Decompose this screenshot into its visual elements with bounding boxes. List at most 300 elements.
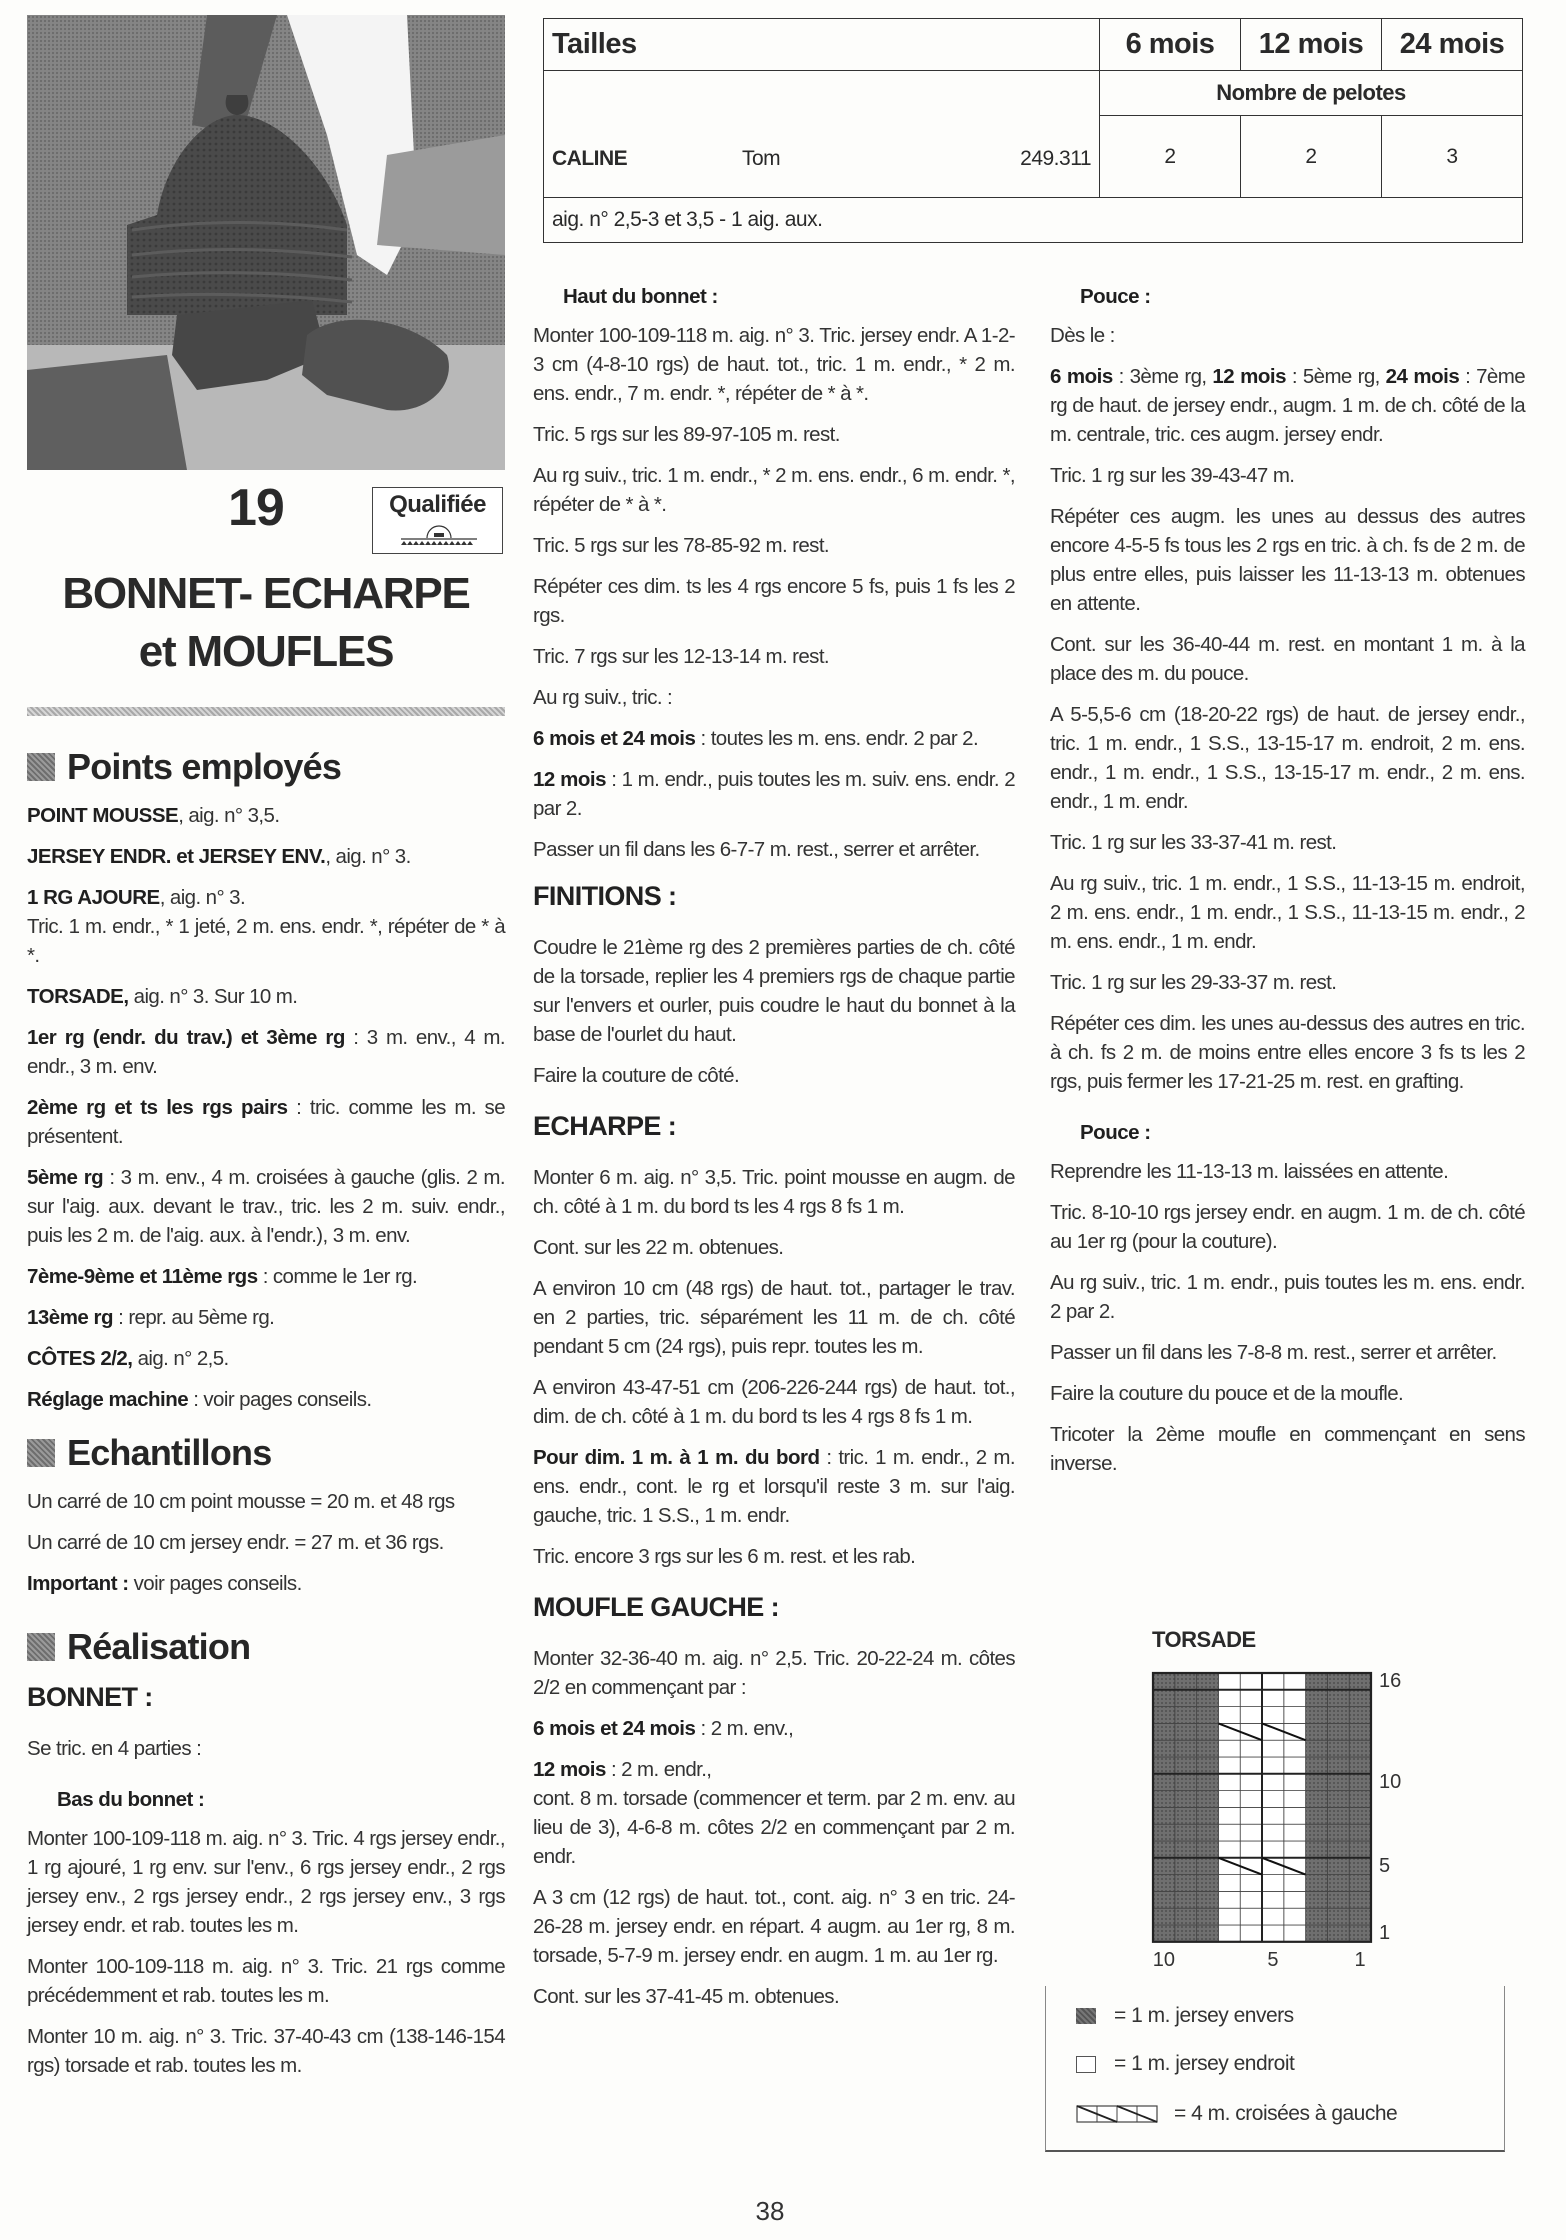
paragraph-text: Monter 6 m. aig. n° 3,5. Tric. point mousse en augm. de ch. côté à 1 m. du bord ts les 4 rgs 8 fs 1 m. bbox=[533, 1166, 1015, 1218]
balls-24-mois: 3 bbox=[1382, 116, 1523, 198]
knit-stitch-cell bbox=[1218, 1858, 1240, 1875]
knitting-level-icon bbox=[401, 522, 477, 548]
purl-stitch-cell bbox=[1175, 1875, 1197, 1892]
text-paragraph bbox=[27, 842, 505, 871]
text-paragraph bbox=[27, 1344, 505, 1373]
knit-stitch-cell bbox=[1262, 1757, 1284, 1774]
purl-stitch-cell bbox=[1153, 1891, 1175, 1908]
middle-column bbox=[533, 282, 1015, 2023]
purl-stitch-cell bbox=[1349, 1908, 1371, 1925]
purl-stitch-cell bbox=[1306, 1740, 1328, 1757]
text-paragraph bbox=[533, 724, 1015, 753]
bold-label: Important : bbox=[27, 1572, 129, 1595]
paragraph-text: Tric. 5 rgs sur les 78-85-92 m. rest. bbox=[533, 534, 830, 557]
pouce-paragraph: Dès le : bbox=[1050, 324, 1115, 347]
text-paragraph bbox=[533, 1883, 1015, 1970]
knit-stitch-cell bbox=[1240, 1673, 1262, 1690]
text-paragraph bbox=[533, 1373, 1015, 1431]
knit-stitch-cell bbox=[1218, 1908, 1240, 1925]
knit-stitch-cell bbox=[1284, 1875, 1306, 1892]
size-6-mois: 6 mois bbox=[1100, 19, 1241, 71]
pouce-sizes-paragraph bbox=[1050, 362, 1525, 449]
points-list bbox=[27, 801, 505, 1414]
knit-stitch-cell bbox=[1284, 1908, 1306, 1925]
knit-stitch-cell bbox=[1218, 1875, 1240, 1892]
text-paragraph bbox=[533, 1755, 1015, 1784]
text-paragraph bbox=[27, 1163, 505, 1250]
bold-label: 2ème rg et ts les rgs pairs bbox=[27, 1096, 288, 1119]
bold-label: 12 mois bbox=[533, 1758, 606, 1781]
purl-stitch-cell bbox=[1175, 1707, 1197, 1724]
purl-stitch-cell bbox=[1197, 1707, 1219, 1724]
text-paragraph bbox=[27, 912, 505, 970]
knit-stitch-cell bbox=[1240, 1875, 1262, 1892]
purl-stitch-cell bbox=[1349, 1791, 1371, 1808]
purl-stitch-cell bbox=[1197, 1891, 1219, 1908]
text-paragraph bbox=[533, 765, 1015, 823]
heading-echarpe: ECHARPE : bbox=[533, 1111, 677, 1141]
purl-stitch-cell bbox=[1153, 1925, 1175, 1942]
knit-stitch-cell bbox=[1262, 1841, 1284, 1858]
purl-stitch-cell bbox=[1306, 1824, 1328, 1841]
purl-stitch-cell bbox=[1327, 1824, 1349, 1841]
knit-stitch-cell bbox=[1284, 1891, 1306, 1908]
legend-item-knit bbox=[1076, 2052, 1294, 2076]
knit-stitch-cell bbox=[1262, 1891, 1284, 1908]
purl-stitch-cell bbox=[1175, 1807, 1197, 1824]
knit-stitch-cell bbox=[1284, 1791, 1306, 1808]
purl-stitch-cell bbox=[1175, 1673, 1197, 1690]
purl-stitch-cell bbox=[1327, 1774, 1349, 1791]
text-paragraph bbox=[533, 1274, 1015, 1361]
text-paragraph bbox=[1050, 700, 1525, 816]
paragraph-text: Tric. 5 rgs sur les 89-97-105 m. rest. bbox=[533, 423, 840, 446]
knit-stitch-cell bbox=[1284, 1807, 1306, 1824]
yarn-cell bbox=[544, 71, 1100, 198]
knitted-set-photo bbox=[27, 15, 505, 470]
paragraph-text: Tric. 1 rg sur les 39-43-47 m. bbox=[1050, 464, 1295, 487]
purl-stitch-cell bbox=[1153, 1824, 1175, 1841]
knit-stitch-cell bbox=[1240, 1858, 1262, 1875]
paragraph-text: A environ 43-47-51 cm (206-226-244 rgs) de haut. tot., dim. de ch. côté à 1 m. du bord ts les 4 rgs 8 fs 1 m. bbox=[533, 1376, 1015, 1428]
text-paragraph bbox=[533, 1784, 1015, 1871]
purl-stitch-cell bbox=[1306, 1774, 1328, 1791]
text-paragraph bbox=[1050, 630, 1525, 688]
purl-stitch-cell bbox=[1153, 1791, 1175, 1808]
purl-stitch-cell bbox=[1175, 1774, 1197, 1791]
paragraph-text: A 5-5,5-6 cm (18-20-22 rgs) de haut. de jersey endr., tric. 1 m. endr., 1 S.S., 13-15-17 m. endroit, 2 m. ens. endr., 1 m. endr., 1 S.S., 13-15-17 m. endr., 2 m. ens. endr., 1 m. endr. bbox=[1050, 703, 1525, 813]
knit-stitch-cell bbox=[1218, 1707, 1240, 1724]
paragraph-text: , aig. n° 3,5. bbox=[178, 804, 280, 827]
knit-stitch-cell bbox=[1218, 1757, 1240, 1774]
purl-square-icon bbox=[1076, 2008, 1096, 2024]
paragraph-text: Tric. encore 3 rgs sur les 6 m. rest. et les rab. bbox=[533, 1545, 916, 1568]
product-photo bbox=[27, 15, 505, 470]
moufle-list bbox=[533, 1644, 1015, 2011]
yarn-name: CALINE bbox=[552, 147, 628, 170]
purl-stitch-cell bbox=[1153, 1757, 1175, 1774]
text-paragraph bbox=[27, 1569, 505, 1598]
purl-stitch-cell bbox=[1153, 1858, 1175, 1875]
knit-stitch-cell bbox=[1240, 1807, 1262, 1824]
paragraph-text: : repr. au 5ème rg. bbox=[113, 1306, 275, 1329]
text-paragraph bbox=[27, 1385, 505, 1414]
purl-stitch-cell bbox=[1175, 1740, 1197, 1757]
echarpe-list bbox=[533, 1163, 1015, 1571]
knit-stitch-cell bbox=[1262, 1908, 1284, 1925]
text-paragraph: Au rg suiv., tric. 1 m. endr., puis toutes les m. ens. endr. 2 par 2. bbox=[1050, 1271, 1525, 1323]
paragraph-text: Cont. sur les 37-41-45 m. obtenues. bbox=[533, 1985, 840, 2008]
purl-stitch-cell bbox=[1175, 1858, 1197, 1875]
legend-item-purl bbox=[1076, 2004, 1294, 2028]
bold-label: CÔTES 2/2, bbox=[27, 1347, 133, 1370]
paragraph-text: Au rg suiv., tric. 1 m. endr., 1 S.S., 11-13-15 m. endroit, 2 m. ens. endr., 1 m. endr., 1 S.S., 11-13-15 m. endr., 2 m. ens. endr., 1 m. endr. bbox=[1050, 872, 1525, 953]
bold-label: TORSADE, bbox=[27, 985, 129, 1008]
purl-stitch-cell bbox=[1153, 1740, 1175, 1757]
difficulty-badge bbox=[372, 487, 503, 554]
paragraph-text: Au rg suiv., tric. 1 m. endr., * 2 m. ens. endr., 6 m. endr. *, répéter de * à *. bbox=[533, 464, 1015, 516]
purl-stitch-cell bbox=[1306, 1707, 1328, 1724]
paragraph-text: , aig. n° 3. bbox=[159, 886, 246, 909]
purl-stitch-cell bbox=[1153, 1673, 1175, 1690]
paragraph-text: Tric. 1 rg sur les 29-33-37 m. rest. bbox=[1050, 971, 1337, 994]
bold-label: 6 mois et 24 mois bbox=[533, 727, 696, 750]
sizes-label: Tailles bbox=[544, 19, 1100, 71]
finitions-paragraph: Faire la couture de côté. bbox=[533, 1064, 740, 1087]
purl-stitch-cell bbox=[1197, 1807, 1219, 1824]
section-divider bbox=[27, 707, 505, 716]
yarn-color: Tom bbox=[742, 147, 781, 170]
purl-stitch-cell bbox=[1327, 1707, 1349, 1724]
bold-label: 13ème rg bbox=[27, 1306, 114, 1329]
purl-stitch-cell bbox=[1306, 1925, 1328, 1942]
text-paragraph bbox=[533, 1982, 1015, 2011]
text-paragraph bbox=[27, 801, 505, 830]
knit-stitch-cell bbox=[1284, 1690, 1306, 1707]
heading-moufle-gauche: MOUFLE GAUCHE : bbox=[533, 1592, 779, 1622]
purl-stitch-cell bbox=[1197, 1740, 1219, 1757]
text-paragraph bbox=[1050, 968, 1525, 997]
purl-stitch-cell bbox=[1349, 1707, 1371, 1724]
purl-stitch-cell bbox=[1197, 1925, 1219, 1942]
gauge-list bbox=[27, 1487, 505, 1598]
size-label: 12 mois bbox=[1212, 365, 1286, 388]
knit-stitch-cell bbox=[1284, 1858, 1306, 1875]
size-24-mois: 24 mois bbox=[1382, 19, 1523, 71]
row-tick-label: 16 bbox=[1379, 1670, 1402, 1692]
text-paragraph bbox=[1050, 1009, 1525, 1096]
paragraph-text: : tric. 1 m. endr., 2 m. ens. endr., cont. le rg et lorsqu'il reste 3 m. sur l'aig. gauche, tric. 1 S.S., 1 m. endr. bbox=[533, 1446, 1015, 1527]
text-paragraph bbox=[533, 1233, 1015, 1262]
purl-stitch-cell bbox=[1349, 1925, 1371, 1942]
knit-stitch-cell bbox=[1240, 1925, 1262, 1942]
purl-stitch-cell bbox=[1306, 1673, 1328, 1690]
heading-bas-du-bonnet: Bas du bonnet : bbox=[57, 1788, 205, 1811]
legend-label: = 4 m. croisées à gauche bbox=[1174, 2102, 1398, 2125]
heading-bonnet: BONNET : bbox=[27, 1682, 153, 1712]
paragraph-text: : 3 m. env., 4 m. endr., 3 m. env. bbox=[27, 1026, 506, 1078]
knit-stitch-cell bbox=[1284, 1723, 1306, 1740]
heading-haut-du-bonnet: Haut du bonnet : bbox=[563, 285, 718, 308]
balls-label: Nombre de pelotes bbox=[1100, 71, 1523, 116]
purl-stitch-cell bbox=[1175, 1908, 1197, 1925]
paragraph-text: A 3 cm (12 rgs) de haut. tot., cont. aig. n° 3 en tric. 24-26-28 m. jersey endr. en répart. 4 augm. au 1er rg, 8 m. torsade, 5-7-9 m. jersey endr. en augm. 1 m. au 1er rg. bbox=[533, 1886, 1015, 1967]
purl-stitch-cell bbox=[1306, 1891, 1328, 1908]
knit-stitch-cell bbox=[1262, 1723, 1284, 1740]
bold-label: JERSEY ENDR. et JERSEY ENV. bbox=[27, 845, 326, 868]
purl-stitch-cell bbox=[1349, 1891, 1371, 1908]
purl-stitch-cell bbox=[1306, 1791, 1328, 1808]
purl-stitch-cell bbox=[1175, 1757, 1197, 1774]
purl-stitch-cell bbox=[1327, 1891, 1349, 1908]
size-label: 6 mois bbox=[1050, 365, 1113, 388]
purl-stitch-cell bbox=[1306, 1723, 1328, 1740]
purl-stitch-cell bbox=[1327, 1858, 1349, 1875]
knit-stitch-cell bbox=[1284, 1841, 1306, 1858]
bold-label: 7ème-9ème et 11ème rgs bbox=[27, 1265, 258, 1288]
knit-stitch-cell bbox=[1284, 1673, 1306, 1690]
size-12-mois: 12 mois bbox=[1241, 19, 1382, 71]
balls-12-mois: 2 bbox=[1241, 116, 1382, 198]
purl-stitch-cell bbox=[1327, 1875, 1349, 1892]
text-paragraph bbox=[27, 883, 505, 912]
right-column bbox=[1050, 282, 1525, 1490]
knit-stitch-cell bbox=[1284, 1757, 1306, 1774]
paragraph-text: Au rg suiv., tric. : bbox=[533, 686, 673, 709]
text-paragraph bbox=[533, 321, 1015, 408]
section-marker-icon bbox=[27, 1439, 55, 1467]
paragraph-text: Tric. 1 m. endr., * 1 jeté, 2 m. ens. endr. *, répéter de * à *. bbox=[27, 915, 505, 967]
yarn-reference: 249.311 bbox=[1020, 147, 1091, 170]
bold-label: Réglage machine bbox=[27, 1388, 189, 1411]
text-paragraph bbox=[1050, 828, 1525, 857]
finitions-paragraph: Coudre le 21ème rg des 2 premières parties de ch. côté de la torsade, replier les 4 premiers rgs de chaque partie sur l'envers et ourler, puis coudre le haut du bonnet à la base de l'ourlet du haut. bbox=[533, 936, 1015, 1046]
pattern-number: 19 bbox=[228, 479, 284, 537]
knit-stitch-cell bbox=[1218, 1841, 1240, 1858]
text-paragraph: Tricoter la 2ème moufle en commençant en sens inverse. bbox=[1050, 1423, 1525, 1475]
purl-stitch-cell bbox=[1153, 1841, 1175, 1858]
heading-points bbox=[27, 746, 505, 787]
text-paragraph bbox=[1050, 869, 1525, 956]
pouce1-list bbox=[1050, 461, 1525, 1096]
left-column bbox=[27, 746, 506, 2092]
purl-stitch-cell bbox=[1327, 1690, 1349, 1707]
heading-realisation-text: Réalisation bbox=[67, 1626, 251, 1667]
sizes-table bbox=[543, 18, 1523, 243]
knit-stitch-cell bbox=[1218, 1791, 1240, 1808]
chart-legend bbox=[1045, 1986, 1505, 2152]
knit-stitch-cell bbox=[1240, 1723, 1262, 1740]
knit-stitch-cell bbox=[1240, 1707, 1262, 1724]
knit-stitch-cell bbox=[1218, 1673, 1240, 1690]
knit-stitch-cell bbox=[1218, 1690, 1240, 1707]
knit-stitch-cell bbox=[1240, 1824, 1262, 1841]
purl-stitch-cell bbox=[1197, 1858, 1219, 1875]
purl-stitch-cell bbox=[1153, 1690, 1175, 1707]
chart-title: TORSADE bbox=[1152, 1627, 1256, 1652]
purl-stitch-cell bbox=[1153, 1875, 1175, 1892]
paragraph-text: A environ 10 cm (48 rgs) de haut. tot., partager le trav. en 2 parties, tric. séparément les 11 m. de ch. côté pendant 5 cm (24 rgs), puis repr. toutes les m. bbox=[533, 1277, 1015, 1358]
purl-stitch-cell bbox=[1197, 1690, 1219, 1707]
section-marker-icon bbox=[27, 753, 55, 781]
paragraph-text: : voir pages conseils. bbox=[188, 1388, 372, 1411]
text-paragraph bbox=[533, 835, 1015, 864]
knit-stitch-cell bbox=[1262, 1791, 1284, 1808]
purl-stitch-cell bbox=[1306, 1858, 1328, 1875]
purl-stitch-cell bbox=[1197, 1824, 1219, 1841]
heading-pouce-2: Pouce : bbox=[1080, 1121, 1151, 1144]
paragraph-text: , aig. n° 3. bbox=[325, 845, 411, 868]
purl-stitch-cell bbox=[1197, 1673, 1219, 1690]
heading-echantillons-text: Echantillons bbox=[67, 1432, 272, 1473]
paragraph-text: cont. 8 m. torsade (commencer et term. par 2 m. env. au lieu de 3), 4-6-8 m. côtes 2/2 en commençant par 2 m. endr. bbox=[533, 1787, 1015, 1868]
needles-info: aig. n° 2,5-3 et 3,5 - 1 aig. aux. bbox=[544, 198, 1523, 243]
bas-paragraph: Monter 100-109-118 m. aig. n° 3. Tric. 4 rgs jersey endr., 1 rg ajouré, 1 rg env. sur l'env., 6 rgs jersey endr., 2 rgs jersey env., 2 rgs jersey endr., 2 rgs jersey env., 3 rgs jersey endr. et rab. toutes les m. bbox=[27, 1827, 505, 1937]
purl-stitch-cell bbox=[1327, 1740, 1349, 1757]
purl-stitch-cell bbox=[1306, 1841, 1328, 1858]
purl-stitch-cell bbox=[1327, 1841, 1349, 1858]
heading-pouce-1: Pouce : bbox=[1080, 285, 1151, 308]
knit-stitch-cell bbox=[1262, 1925, 1284, 1942]
purl-stitch-cell bbox=[1327, 1925, 1349, 1942]
heading-realisation bbox=[27, 1626, 505, 1667]
purl-stitch-cell bbox=[1175, 1723, 1197, 1740]
section-marker-icon bbox=[27, 1633, 55, 1661]
text-paragraph bbox=[533, 1644, 1015, 1702]
knit-stitch-cell bbox=[1218, 1740, 1240, 1757]
purl-stitch-cell bbox=[1327, 1673, 1349, 1690]
paragraph-text: : 1 m. endr., puis toutes les m. suiv. ens. endr. 2 par 2. bbox=[533, 768, 1015, 820]
paragraph-text: : 2 m. endr., bbox=[605, 1758, 712, 1781]
text-paragraph bbox=[533, 420, 1015, 449]
knit-stitch-cell bbox=[1262, 1774, 1284, 1791]
text-paragraph bbox=[533, 531, 1015, 560]
knit-stitch-cell bbox=[1284, 1707, 1306, 1724]
purl-stitch-cell bbox=[1349, 1740, 1371, 1757]
paragraph-text: voir pages conseils. bbox=[128, 1572, 302, 1595]
text-paragraph bbox=[1050, 502, 1525, 618]
heading-finitions: FINITIONS : bbox=[533, 881, 677, 911]
text-paragraph bbox=[27, 1303, 505, 1332]
purl-stitch-cell bbox=[1349, 1841, 1371, 1858]
bold-label: POINT MOUSSE bbox=[27, 804, 179, 827]
column-tick-label: 10 bbox=[1152, 1948, 1176, 1971]
purl-stitch-cell bbox=[1349, 1757, 1371, 1774]
text-paragraph: Passer un fil dans les 7-8-8 m. rest., serrer et arrêter. bbox=[1050, 1341, 1497, 1364]
knit-stitch-cell bbox=[1240, 1841, 1262, 1858]
knit-stitch-cell bbox=[1284, 1824, 1306, 1841]
page-number: 38 bbox=[755, 2196, 785, 2226]
paragraph-text: aig. n° 3. Sur 10 m. bbox=[128, 985, 298, 1008]
knit-stitch-cell bbox=[1284, 1774, 1306, 1791]
bonnet-intro: Se tric. en 4 parties : bbox=[27, 1737, 202, 1760]
purl-stitch-cell bbox=[1175, 1791, 1197, 1808]
text-paragraph bbox=[27, 1093, 505, 1151]
text-paragraph bbox=[533, 1714, 1015, 1743]
purl-stitch-cell bbox=[1306, 1908, 1328, 1925]
knit-stitch-cell bbox=[1262, 1824, 1284, 1841]
purl-stitch-cell bbox=[1197, 1875, 1219, 1892]
text-paragraph bbox=[533, 461, 1015, 519]
legend-label: = 1 m. jersey envers bbox=[1114, 2004, 1294, 2027]
knit-stitch-cell bbox=[1262, 1740, 1284, 1757]
text-paragraph bbox=[27, 982, 505, 1011]
purl-stitch-cell bbox=[1327, 1908, 1349, 1925]
knit-stitch-cell bbox=[1262, 1690, 1284, 1707]
knit-stitch-cell bbox=[1218, 1891, 1240, 1908]
knit-stitch-cell bbox=[1218, 1807, 1240, 1824]
paragraph-text: Répéter ces dim. les unes au-dessus des autres en tric. à ch. fs 2 m. de moins entre elles encore 3 fs ts les 2 rgs, puis fermer les 17-21-25 m. rest. en grafting. bbox=[1050, 1012, 1525, 1093]
text-paragraph bbox=[533, 572, 1015, 630]
text-paragraph bbox=[533, 1443, 1015, 1530]
bold-label: 12 mois bbox=[533, 768, 607, 791]
paragraph-text: Monter 32-36-40 m. aig. n° 2,5. Tric. 20-22-24 m. côtes 2/2 en commençant par : bbox=[533, 1647, 1015, 1699]
text-paragraph bbox=[533, 683, 1015, 712]
purl-stitch-cell bbox=[1349, 1774, 1371, 1791]
text-paragraph bbox=[27, 1262, 505, 1291]
purl-stitch-cell bbox=[1306, 1757, 1328, 1774]
purl-stitch-cell bbox=[1197, 1841, 1219, 1858]
paragraph-text: Un carré de 10 cm point mousse = 20 m. et 48 rgs bbox=[27, 1490, 455, 1513]
paragraph-text: Monter 100-109-118 m. aig. n° 3. Tric. jersey endr. A 1-2-3 cm (4-8-10 rgs) de haut. tot., tric. 1 m. endr., * 2 m. ens. endr., 7 m. endr. *, répéter de * à *. bbox=[533, 324, 1015, 405]
paragraph-text: aig. n° 2,5. bbox=[132, 1347, 229, 1370]
haut-list bbox=[533, 321, 1015, 864]
text-paragraph: Reprendre les 11-13-13 m. laissées en attente. bbox=[1050, 1160, 1449, 1183]
pattern-title bbox=[27, 565, 505, 681]
purl-stitch-cell bbox=[1349, 1673, 1371, 1690]
purl-stitch-cell bbox=[1197, 1791, 1219, 1808]
bold-label: 5ème rg bbox=[27, 1166, 104, 1189]
difficulty-label: Qualifiée bbox=[389, 491, 486, 518]
torsade-chart bbox=[1140, 1665, 1440, 1985]
knit-stitch-cell bbox=[1240, 1740, 1262, 1757]
size-text: : 7ème rg de haut. de jersey endr., augm. 1 m. de ch. côté de la m. centrale, tric. ces augm. jersey endr. bbox=[1050, 365, 1525, 446]
purl-stitch-cell bbox=[1197, 1723, 1219, 1740]
row-tick-label: 10 bbox=[1379, 1770, 1402, 1793]
paragraph-text: Répéter ces dim. ts les 4 rgs encore 5 fs, puis 1 fs les 2 rgs. bbox=[533, 575, 1015, 627]
purl-stitch-cell bbox=[1306, 1690, 1328, 1707]
purl-stitch-cell bbox=[1197, 1757, 1219, 1774]
knit-stitch-cell bbox=[1218, 1774, 1240, 1791]
purl-stitch-cell bbox=[1349, 1690, 1371, 1707]
row-tick-label: 5 bbox=[1379, 1854, 1391, 1877]
pouce2-list bbox=[1050, 1157, 1525, 1478]
paragraph-text: Répéter ces augm. les unes au dessus des autres encore 4-5-5 fs tous les 2 rgs en tric. à ch. fs de 2 m. de plus entre elles, puis laisser les 11-13-13 m. obtenues en attente. bbox=[1050, 505, 1525, 615]
knit-stitch-cell bbox=[1240, 1690, 1262, 1707]
heading-points-text: Points employés bbox=[67, 746, 342, 787]
bold-label: 1 RG AJOURE bbox=[27, 886, 160, 909]
purl-stitch-cell bbox=[1349, 1807, 1371, 1824]
text-paragraph bbox=[533, 1163, 1015, 1221]
knit-stitch-cell bbox=[1262, 1807, 1284, 1824]
bold-label: 1er rg (endr. du trav.) et 3ème rg bbox=[27, 1026, 345, 1049]
knit-stitch-cell bbox=[1218, 1723, 1240, 1740]
purl-stitch-cell bbox=[1175, 1925, 1197, 1942]
size-text: : 5ème rg, bbox=[1286, 365, 1386, 388]
purl-stitch-cell bbox=[1327, 1723, 1349, 1740]
text-paragraph bbox=[27, 1487, 505, 1516]
knit-stitch-cell bbox=[1284, 1740, 1306, 1757]
knit-stitch-cell bbox=[1262, 1858, 1284, 1875]
text-paragraph: Tric. 8-10-10 rgs jersey endr. en augm. 1 m. de ch. côté au 1er rg (pour la couture). bbox=[1050, 1201, 1525, 1253]
text-paragraph bbox=[1050, 461, 1525, 490]
bas-paragraph: Monter 10 m. aig. n° 3. Tric. 37-40-43 cm (138-146-154 rgs) torsade et rab. toutes les m. bbox=[27, 2025, 505, 2077]
paragraph-text: : toutes les m. ens. endr. 2 par 2. bbox=[695, 727, 979, 750]
purl-stitch-cell bbox=[1197, 1774, 1219, 1791]
knit-stitch-cell bbox=[1240, 1774, 1262, 1791]
legend-label: = 1 m. jersey endroit bbox=[1114, 2052, 1295, 2075]
paragraph-text: Cont. sur les 22 m. obtenues. bbox=[533, 1236, 784, 1259]
